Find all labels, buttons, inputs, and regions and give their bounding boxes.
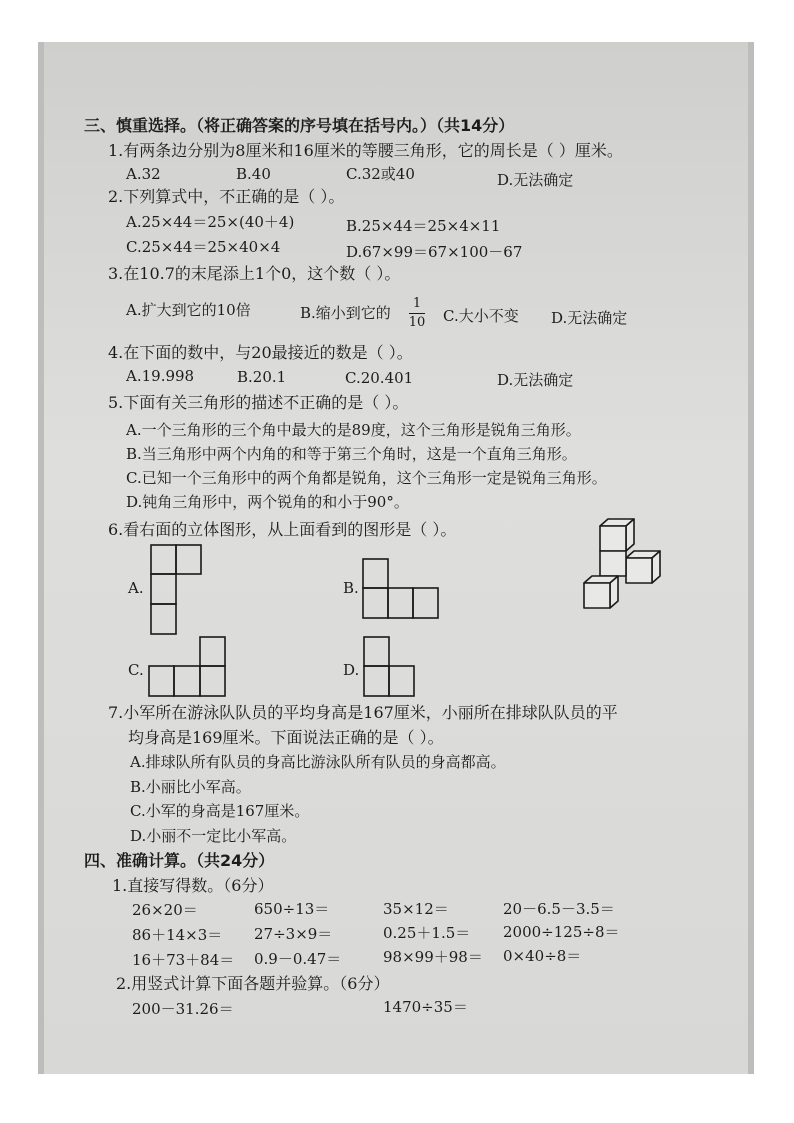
q1-option-c: C.32或40: [346, 165, 415, 183]
calc-r1-c1: 26×20＝: [132, 901, 198, 919]
q5-option-a: A.一个三角形的三个角中最大的是89度，这个三角形是锐角三角形。: [126, 421, 581, 439]
section3-title: 三、慎重选择。（将正确答案的序号填在括号内。）（共14分）: [84, 116, 515, 135]
q7-stem-line2: 均身高是169厘米。下面说法正确的是（ ）。: [128, 728, 444, 747]
q2-option-a: A.25×44＝25×(40＋4): [126, 213, 295, 231]
q3-fraction-numerator: 1: [412, 296, 422, 311]
q3-option-d: D.无法确定: [551, 309, 628, 327]
calc-r3-c3: 98×99＋98＝: [383, 948, 483, 966]
q1-option-b: B.40: [236, 165, 271, 183]
vertical-calc-2: 1470÷35＝: [383, 998, 468, 1016]
calc-r2-c4: 2000÷125÷8＝: [503, 923, 620, 941]
q1-option-a: A.32: [126, 165, 161, 183]
q5-stem: 5.下面有关三角形的描述不正确的是（ ）。: [108, 393, 409, 412]
calc-r1-c3: 35×12＝: [383, 900, 449, 918]
q3-fraction-bar: [409, 313, 425, 314]
q3-option-c: C.大小不变: [443, 307, 519, 325]
paper-left-edge: [38, 42, 44, 1074]
q4-option-c: C.20.401: [345, 369, 414, 387]
calc-r1-c2: 650÷13＝: [254, 900, 330, 918]
calc-r3-c1: 16＋73＋84＝: [132, 951, 235, 969]
q4-option-b: B.20.1: [237, 368, 287, 386]
q1-option-d: D.无法确定: [497, 171, 574, 189]
q6-option-a-figure: [150, 544, 202, 636]
q7-option-b: B.小丽比小军高。: [130, 778, 251, 796]
q6-option-d-figure: [363, 636, 417, 698]
q7-option-c: C.小军的身高是167厘米。: [130, 802, 310, 820]
q6-option-c-figure: [148, 636, 228, 698]
q3-fraction-denominator: 10: [408, 315, 426, 330]
q5-option-b: B.当三角形中两个内角的和等于第三个角时，这是一个直角三角形。: [126, 445, 577, 463]
section4-q1-title: 1.直接写得数。（6分）: [112, 876, 274, 895]
q6-3d-cube-figure: [582, 518, 662, 610]
q6-stem: 6.看右面的立体图形，从上面看到的图形是（ ）。: [108, 520, 457, 539]
paper-right-edge: [748, 42, 754, 1074]
calc-r3-c4: 0×40÷8＝: [503, 947, 582, 965]
q6-option-b-label: B.: [343, 579, 359, 597]
q2-option-d: D.67×99＝67×100－67: [346, 243, 523, 261]
q4-option-d: D.无法确定: [497, 371, 574, 389]
q5-option-c: C.已知一个三角形中的两个角都是锐角，这个三角形一定是锐角三角形。: [126, 469, 607, 487]
calc-r2-c2: 27÷3×9＝: [254, 925, 333, 943]
q6-option-d-label: D.: [343, 661, 360, 679]
q4-option-a: A.19.998: [126, 367, 195, 385]
calc-r3-c2: 0.9－0.47＝: [254, 950, 342, 968]
q7-option-d: D.小丽不一定比小军高。: [130, 827, 297, 845]
q1-stem: 1.有两条边分别为8厘米和16厘米的等腰三角形，它的周长是（ ）厘米。: [108, 141, 623, 160]
section4-title: 四、准确计算。（共24分）: [84, 851, 275, 870]
section4-q2-title: 2.用竖式计算下面各题并验算。（6分）: [116, 974, 390, 993]
calc-r1-c4: 20－6.5－3.5＝: [503, 900, 615, 918]
vertical-calc-1: 200－31.26＝: [132, 1000, 234, 1018]
q7-stem-line1: 7.小军所在游泳队队员的平均身高是167厘米，小丽所在排球队队员的平: [108, 703, 618, 722]
q6-option-c-label: C.: [128, 661, 144, 679]
q7-option-a: A.排球队所有队员的身高比游泳队所有队员的身高都高。: [130, 753, 506, 771]
q3-option-b: B.缩小到它的: [300, 304, 391, 322]
q5-option-d: D.钝角三角形中，两个锐角的和小于90°。: [126, 493, 409, 511]
q3-option-a: A.扩大到它的10倍: [126, 301, 251, 319]
q2-option-c: C.25×44＝25×40×4: [126, 238, 281, 256]
q2-stem: 2.下列算式中，不正确的是（ ）。: [108, 187, 345, 206]
q3-stem: 3.在10.7的末尾添上1个0，这个数（ ）。: [108, 264, 401, 283]
calc-r2-c1: 86＋14×3＝: [132, 926, 223, 944]
q4-stem: 4.在下面的数中，与20最接近的数是（ ）。: [108, 343, 413, 362]
q6-option-b-figure: [362, 558, 440, 620]
calc-r2-c3: 0.25＋1.5＝: [383, 924, 471, 942]
q2-option-b: B.25×44＝25×4×11: [346, 217, 501, 235]
q6-option-a-label: A.: [128, 579, 144, 597]
